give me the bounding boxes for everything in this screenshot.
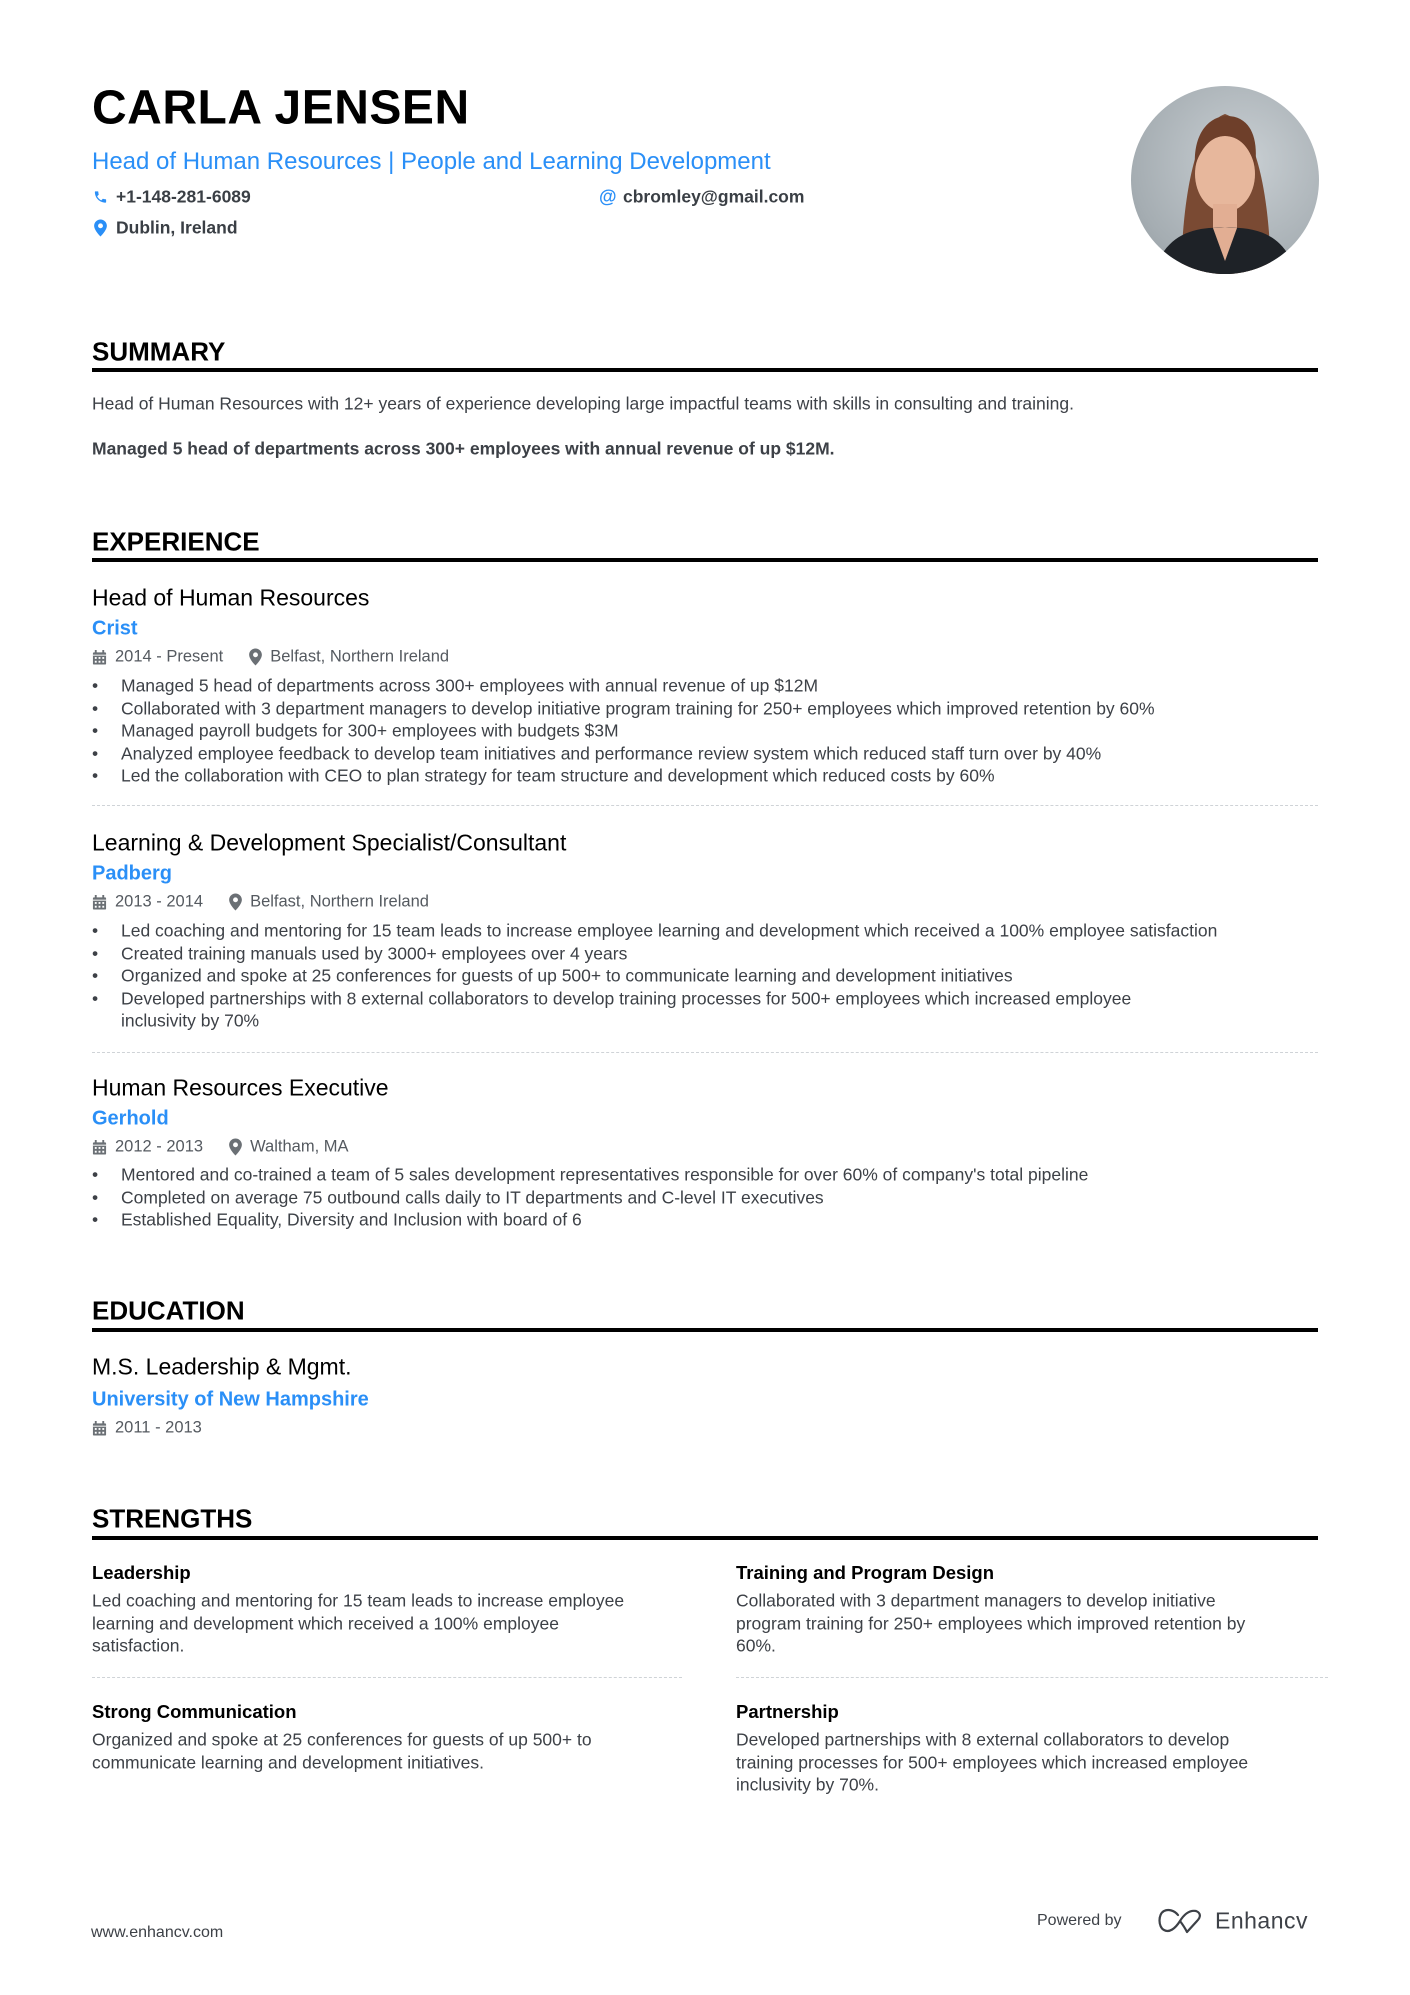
strength-separator [92,1677,682,1678]
strength-title: Strong Communication [92,1701,297,1722]
bullet-text: Created training manuals used by 3000+ employees over 4 years [121,943,628,964]
bullet-text: Collaborated with 3 department managers to develop initiative program training for 250+ employees which improved retention by 60% [121,698,1155,719]
phone-contact[interactable] [92,187,251,208]
bullet-item: • Mentored and co-trained a team of 5 sales development representatives responsible for over 60% of company's total pipeline [92,1164,1089,1185]
calendar-icon [92,1419,107,1438]
summary-heading: SUMMARY [92,336,226,367]
bullet-text: Mentored and co-trained a team of 5 sales development representatives responsible for over 60% of company's total pipeline [121,1164,1089,1185]
education-dates: 2011 - 2013 [115,1418,202,1437]
bullet-text: Analyzed employee feedback to develop team initiatives and performance review system which reduced staff turn over by 40% [121,743,1102,764]
strength-description: training processes for 500+ employees which increased employee [736,1752,1249,1773]
job-meta [92,648,449,667]
email-address: cbromley@gmail.com [623,186,805,207]
bullet-item: • Led coaching and mentoring for 15 team leads to increase employee learning and development which received a 100% employee satisfaction [92,920,1218,941]
bullet-item: • Created training manuals used by 3000+ employees over 4 years [92,943,628,964]
strength-description: learning and development which received a 100% employee [92,1613,559,1634]
school-name: University of New Hampshire [92,1388,369,1411]
bullet-text: Established Equality, Diversity and Inclusion with board of 6 [121,1209,582,1230]
job-location: Belfast, Northern Ireland [270,647,450,666]
strength-title: Leadership [92,1562,191,1583]
strength-description: Collaborated with 3 department managers to develop initiative [736,1590,1216,1611]
portrait-illustration [1131,86,1319,274]
company-name: Padberg [92,862,173,885]
map-pin-icon [229,893,242,912]
location-text: Dublin, Ireland [116,217,238,238]
bullet-item: • Managed 5 head of departments across 300+ employees with annual revenue of up $12M [92,675,819,696]
bullet-item: • Collaborated with 3 department managers to develop initiative program training for 250+ employees which improved retention by 60% [92,698,1155,719]
candidate-name: CARLA JENSEN [92,81,470,135]
bullet-text: Completed on average 75 outbound calls daily to IT departments and C-level IT executives [121,1187,824,1208]
education-rule [92,1328,1318,1332]
bullet-text: Led coaching and mentoring for 15 team leads to increase employee learning and development which received a 100% employee satisfaction [121,920,1218,941]
job-title: Learning & Development Specialist/Consultant [92,829,567,856]
experience-heading: EXPERIENCE [92,526,260,557]
job-title: Human Resources Executive [92,1074,389,1101]
at-icon: @ [599,186,617,207]
summary-rule [92,368,1318,372]
strength-title: Training and Program Design [736,1562,995,1583]
bullet-item: • Completed on average 75 outbound calls daily to IT departments and C-level IT executives [92,1187,824,1208]
bullet-item: • Managed payroll budgets for 300+ employees with budgets $3M [92,720,619,741]
bullet-text: Developed partnerships with 8 external collaborators to develop training processes for 500+ employees which increased employee [121,988,1132,1009]
calendar-icon [92,893,107,912]
experience-rule [92,558,1318,562]
email-contact[interactable] [599,187,804,208]
job-dates: 2013 - 2014 [115,892,204,911]
job-title: Head of Human Resources [92,584,370,611]
strength-description: Led coaching and mentoring for 15 team leads to increase employee [92,1590,625,1611]
job-separator [92,805,1318,806]
job-dates: 2014 - Present [115,647,224,666]
bullet-text: Led the collaboration with CEO to plan strategy for team structure and development which reduced costs by 60% [121,765,995,786]
summary-highlight: Managed 5 head of departments across 300+ employees with annual revenue of up $12M. [92,438,835,459]
bullet-item: • Led the collaboration with CEO to plan strategy for team structure and development which reduced costs by 60% [92,765,995,786]
summary-text: Head of Human Resources with 12+ years of experience developing large impactful teams with skills in consulting and training. [92,393,1074,414]
bullet-item-continuation [92,1011,259,1032]
strengths-rule [92,1536,1318,1540]
profile-photo [1131,86,1319,274]
strengths-heading: STRENGTHS [92,1503,253,1534]
degree-title: M.S. Leadership & Mgmt. [92,1353,352,1380]
calendar-icon [92,1138,107,1157]
bullet-item: • Established Equality, Diversity and Inclusion with board of 6 [92,1209,582,1230]
calendar-icon [92,648,107,667]
bullet-text: inclusivity by 70% [121,1010,260,1031]
enhancv-logo-icon [1156,1907,1204,1940]
strength-description: communicate learning and development initiatives. [92,1752,485,1773]
map-pin-icon [92,219,108,237]
company-name: Gerhold [92,1107,169,1130]
job-separator [92,1052,1318,1053]
headline: Head of Human Resources | People and Learning Development [92,148,771,175]
map-pin-icon [249,648,262,667]
strength-description: satisfaction. [92,1635,185,1656]
strength-description: 60%. [736,1635,776,1656]
bullet-item: • Organized and spoke at 25 conferences for guests of up 500+ to communicate learning and development initiatives [92,965,1013,986]
enhancv-brand: Enhancv [1215,1907,1309,1934]
bullet-text: Organized and spoke at 25 conferences for guests of up 500+ to communicate learning and development initiatives [121,965,1013,986]
job-meta [92,1138,348,1157]
location-contact [92,218,238,239]
job-meta [92,893,429,912]
strength-description: Organized and spoke at 25 conferences for guests of up 500+ to [92,1729,592,1750]
powered-by-label: Powered by [1037,1912,1122,1929]
education-meta [92,1419,202,1438]
strength-title: Partnership [736,1701,839,1722]
job-location: Waltham, MA [250,1137,349,1156]
bullet-text: Managed payroll budgets for 300+ employees with budgets $3M [121,720,619,741]
bullet-item: • Analyzed employee feedback to develop team initiatives and performance review system which reduced staff turn over by 40% [92,743,1102,764]
strength-description: Developed partnerships with 8 external collaborators to develop [736,1729,1230,1750]
job-dates: 2012 - 2013 [115,1137,204,1156]
strength-description: program training for 250+ employees which improved retention by [736,1613,1246,1634]
map-pin-icon [229,1138,242,1157]
company-name: Crist [92,617,138,640]
strength-separator [736,1677,1328,1678]
footer-website-link[interactable]: www.enhancv.com [91,1924,224,1941]
bullet-text: Managed 5 head of departments across 300+ employees with annual revenue of up $12M [121,675,819,696]
phone-number: +1-148-281-6089 [116,186,251,207]
phone-icon [92,188,108,206]
job-location: Belfast, Northern Ireland [250,892,429,911]
strength-description: inclusivity by 70%. [736,1774,879,1795]
bullet-item: • Developed partnerships with 8 external collaborators to develop training processes for 500+ employees which increased employee [92,988,1132,1009]
education-heading: EDUCATION [92,1295,245,1326]
